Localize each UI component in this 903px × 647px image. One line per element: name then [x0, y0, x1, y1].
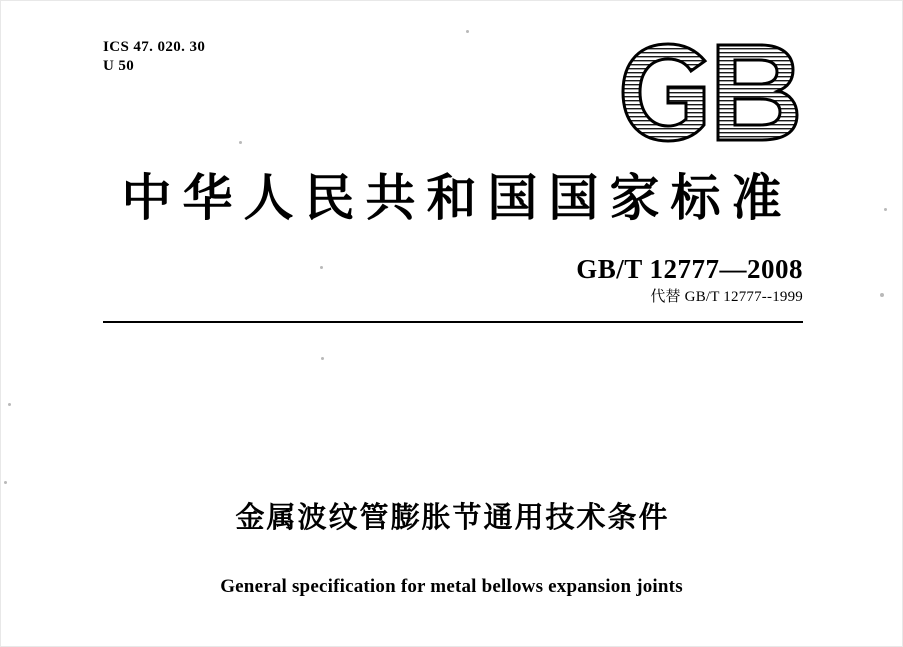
scan-speck	[880, 293, 884, 297]
scan-speck	[4, 481, 7, 484]
standard-number: GB/T 12777—2008	[576, 254, 803, 284]
classification-code: U 50	[103, 58, 135, 74]
ics-block	[103, 38, 205, 76]
replaces-note: 代替 GB/T 12777--1999	[650, 289, 803, 305]
national-standard-title: 中华人民共和国国家标准	[121, 169, 793, 227]
scan-speck	[8, 403, 11, 406]
document-title-chinese: 金属波纹管膨胀节通用技术条件	[235, 500, 670, 534]
scan-speck	[466, 30, 469, 33]
scan-speck	[320, 266, 323, 269]
scan-speck	[239, 141, 242, 144]
scan-speck	[321, 357, 324, 360]
document-title-english: General specification for metal bellows expansion joints	[220, 576, 683, 597]
ics-code: ICS 47. 020. 30	[103, 39, 206, 55]
gb-emblem-icon	[618, 40, 808, 145]
horizontal-divider	[103, 321, 803, 323]
